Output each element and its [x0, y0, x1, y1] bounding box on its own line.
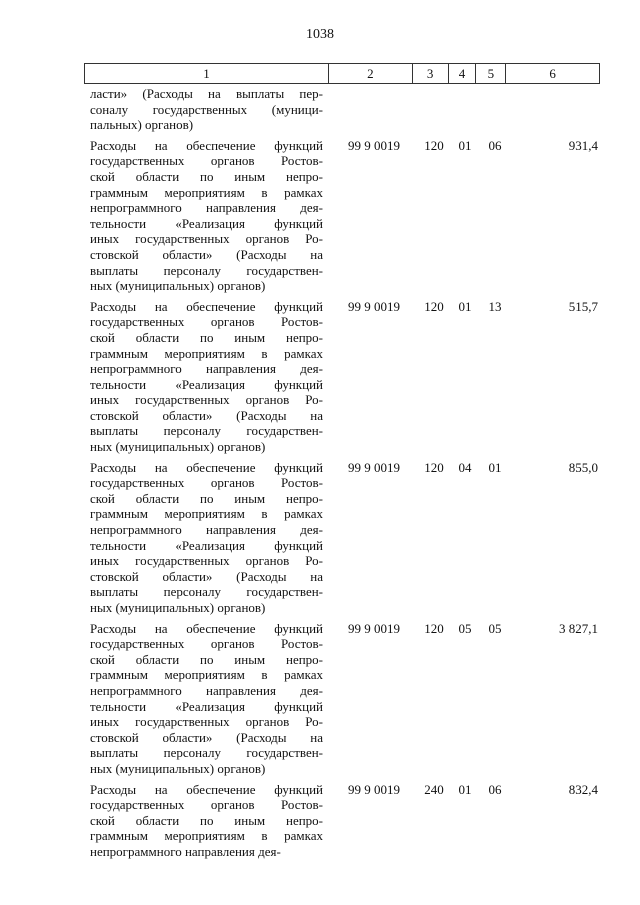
description-line: ской области по иным непро- [90, 812, 323, 828]
cell-amount: 3 827,1 [559, 620, 598, 636]
cell-expense-type: 240 [424, 781, 444, 797]
description-line: ных (муниципальных) органов) [90, 760, 266, 776]
header-col-4: 4 [449, 64, 477, 83]
description-line: тельности «Реализация функций [90, 215, 323, 231]
cell-target-article: 99 9 0019 [348, 781, 400, 797]
cell-subsection: 06 [488, 137, 502, 153]
description-line: непрограммного направления дея- [90, 200, 323, 216]
description-line: выплаты персоналу государствен- [90, 262, 323, 278]
cell-section: 01 [458, 137, 472, 153]
description-line: государственных органов Ростов- [90, 314, 323, 330]
description-line: непрограммного направления дея- [90, 843, 281, 859]
cell-section: 05 [458, 620, 472, 636]
description-line: граммным мероприятиям в рамках [90, 506, 323, 522]
description-line: иных государственных органов Ро- [90, 231, 323, 247]
description-line: государственных органов Ростов- [90, 636, 323, 652]
header-col-1: 1 [85, 64, 329, 83]
description-line: иных государственных органов Ро- [90, 392, 323, 408]
cell-target-article [329, 86, 413, 133]
description-line: ской области по иным непро- [90, 168, 323, 184]
cell-section: 01 [458, 298, 472, 314]
header-col-3: 3 [413, 64, 449, 83]
table-row [84, 621, 600, 777]
description-line: тельности «Реализация функций [90, 698, 323, 714]
cell-description [84, 782, 329, 860]
description-line: стовской области» (Расходы на [90, 568, 323, 584]
cell-amount: 832,4 [568, 781, 598, 797]
description-line: ных (муниципальных) органов) [90, 600, 266, 615]
table-row [84, 86, 600, 133]
table-header [84, 63, 600, 84]
table-body [84, 86, 600, 860]
cell-description [84, 86, 329, 133]
description-line: Расходы на обеспечение функций [90, 298, 323, 314]
cell-target-article: 99 9 0019 [348, 620, 400, 636]
page-number: 1038 [306, 27, 334, 42]
cell-amount: 515,7 [568, 298, 598, 314]
description-line: государственных органов Ростов- [90, 475, 323, 491]
description-line: пальных) органов) [90, 117, 194, 133]
description-line: тельности «Реализация функций [90, 537, 323, 553]
description-line: государственных органов Ростов- [90, 797, 323, 813]
cell-description [84, 621, 329, 777]
header-col-6: 6 [549, 65, 556, 81]
description-line: непрограммного направления дея- [90, 361, 323, 377]
table-row [84, 138, 600, 294]
cell-expense-type: 120 [424, 137, 444, 153]
cell-amount: 931,4 [568, 137, 598, 153]
description-line: Расходы на обеспечение функций [90, 459, 323, 475]
description-line: Расходы на обеспечение функций [90, 620, 323, 636]
cell-section [449, 86, 477, 133]
cell-description [84, 138, 329, 294]
cell-subsection: 01 [488, 459, 502, 475]
table-row [84, 782, 600, 860]
header-col-5: 5 [476, 64, 506, 83]
description-line: граммным мероприятиям в рамках [90, 345, 323, 361]
description-line: ласти» (Расходы на выплаты пер- [90, 86, 323, 101]
description-line: граммным мероприятиям в рамках [90, 667, 323, 683]
table-row [84, 460, 600, 616]
description-line: Расходы на обеспечение функций [90, 781, 323, 797]
description-line: граммным мероприятиям в рамках [90, 828, 323, 844]
description-line: иных государственных органов Ро- [90, 553, 323, 569]
cell-target-article: 99 9 0019 [348, 137, 400, 153]
header-col-2: 2 [329, 64, 413, 83]
cell-target-article: 99 9 0019 [348, 298, 400, 314]
description-line: ской области по иным непро- [90, 329, 323, 345]
description-line: стовской области» (Расходы на [90, 729, 323, 745]
description-line: Расходы на обеспечение функций [90, 137, 323, 153]
description-line: стовской области» (Расходы на [90, 407, 323, 423]
description-line: ской области по иным непро- [90, 490, 323, 506]
description-line: граммным мероприятиям в рамках [90, 184, 323, 200]
cell-amount [507, 86, 600, 133]
cell-section: 04 [458, 459, 472, 475]
description-line: выплаты персоналу государствен- [90, 423, 323, 439]
cell-subsection: 05 [488, 620, 502, 636]
cell-amount: 855,0 [568, 459, 598, 475]
description-line: непрограммного направления дея- [90, 682, 323, 698]
description-line: выплаты персоналу государствен- [90, 745, 323, 761]
cell-subsection: 13 [488, 298, 502, 314]
cell-description [84, 460, 329, 616]
table-row [84, 299, 600, 455]
description-line: соналу государственных (муници- [90, 101, 323, 117]
description-line: ных (муниципальных) органов) [90, 439, 266, 455]
description-line: иных государственных органов Ро- [90, 714, 323, 730]
description-line: государственных органов Ростов- [90, 153, 323, 169]
description-line: выплаты персоналу государствен- [90, 584, 323, 600]
cell-description [84, 299, 329, 455]
description-line: тельности «Реализация функций [90, 376, 323, 392]
description-line: стовской области» (Расходы на [90, 246, 323, 262]
cell-subsection [477, 86, 507, 133]
cell-expense-type: 120 [424, 298, 444, 314]
cell-section: 01 [458, 781, 472, 797]
cell-expense-type [413, 86, 449, 133]
cell-subsection: 06 [488, 781, 502, 797]
cell-expense-type: 120 [424, 620, 444, 636]
description-line: ных (муниципальных) органов) [90, 278, 266, 294]
cell-expense-type: 120 [424, 459, 444, 475]
description-line: ской области по иным непро- [90, 651, 323, 667]
description-line: непрограммного направления дея- [90, 522, 323, 538]
cell-target-article: 99 9 0019 [348, 459, 400, 475]
